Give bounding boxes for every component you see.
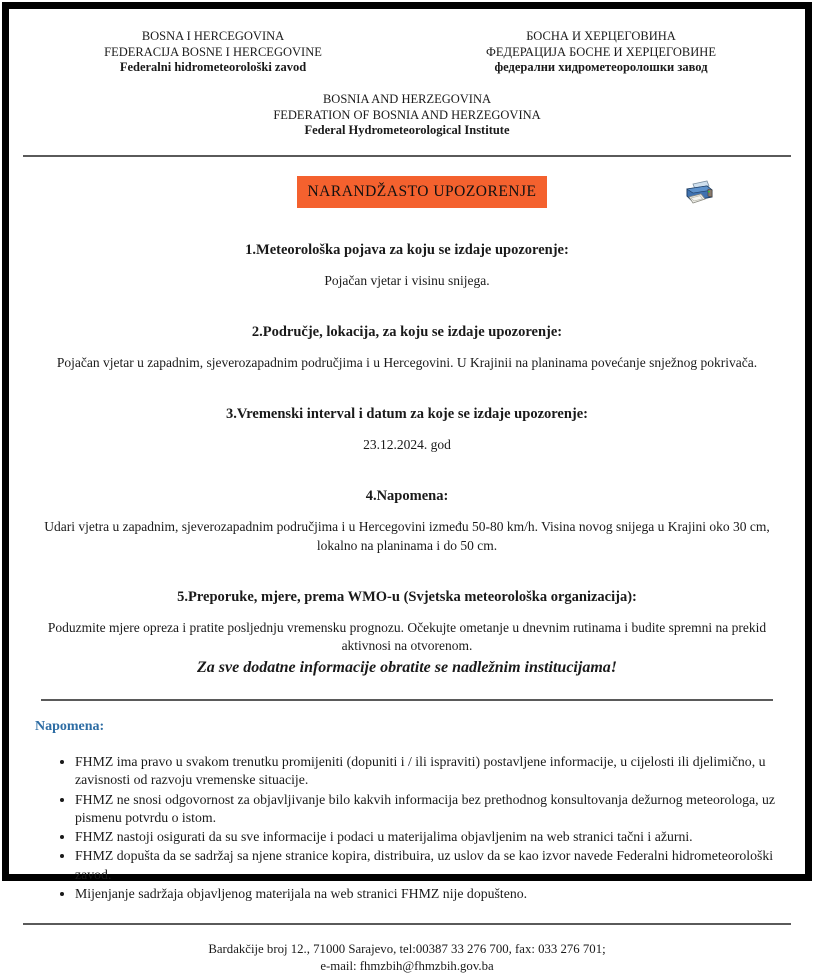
note-block	[35, 719, 779, 903]
section-heading: 2.Područje, lokacija, za koju se izdaje upozorenje:	[251, 323, 563, 340]
section-body: 23.12.2024. god	[363, 437, 451, 453]
header-cyrillic	[407, 29, 795, 76]
note-bullet: • FHMZ ima pravo u svakom trenutku promijeniti (dopuniti i / ili ispraviti) postavljene informacije, u cijelosti ili djelimično, u zavisnosti od razvoju vremenske situacije.	[75, 753, 779, 789]
section-heading: 1.Meteorološka pojava za koju se izdaje upozorenje:	[245, 241, 569, 258]
warning-document	[2, 2, 812, 973]
header	[19, 29, 795, 76]
footer-divider	[23, 923, 791, 925]
banner-row	[19, 176, 795, 210]
header-bosnian	[19, 29, 407, 76]
header-cyrillic-country: БОСНА И ХЕРЦЕГОВИНА	[526, 29, 676, 43]
header-cyrillic-federation: ФЕДЕРАЦИЈА БОСНЕ И ХЕРЦЕГОВИНЕ	[486, 44, 716, 59]
header-cyrillic-institute: федерални хидрометеоролошки завод	[494, 60, 708, 75]
note-title: Napomena:	[35, 719, 105, 735]
footer-email: e-mail: fhmzbih@fhmzbih.gov.ba	[320, 958, 494, 973]
header-english-federation: FEDERATION OF BOSNIA AND HERZEGOVINA	[273, 107, 541, 122]
print-button[interactable]	[683, 177, 715, 207]
header-english	[19, 92, 795, 139]
section-body: Pojačan vjetar u zapadnim, sjeverozapadnim područjima i u Hercegovini. U Krajinii na planinama povećanje snježnog pokrivača.	[56, 354, 758, 370]
section-recommendations	[19, 589, 795, 655]
note-divider	[41, 699, 773, 701]
note-bullet: • FHMZ ne snosi odgovornost za objavljivanje bilo kakvih informacija bez prethodnog konsultovanja dežurnog meteorologa, uz pismenu potvrdu o istom.	[75, 791, 779, 827]
header-english-country: BOSNIA AND HERZEGOVINA	[322, 91, 492, 106]
section-body: Pojačan vjetar i visinu snijega.	[324, 272, 490, 288]
section-heading: 5.Preporuke, mjere, prema WMO-u (Svjetska meteorološka organizacija):	[177, 588, 637, 605]
warning-sections	[19, 242, 795, 678]
note-bullet: • Mijenjanje sadržaja objavljenog materijala na web stranici FHMZ nije dopušteno.	[75, 885, 779, 903]
printer-icon	[683, 195, 715, 210]
contact-institutions-notice: Za sve dodatne informacije obratite se nadležnim institucijama!	[196, 659, 617, 677]
header-bosnian-institute: Federalni hidrometeorološki zavod	[119, 60, 307, 75]
footer-address: Bardakčije broj 12., 71000 Sarajevo, tel:00387 33 276 700, fax: 033 276 701;	[208, 941, 606, 956]
orange-warning-banner: NARANDŽASTO UPOZORENJE	[297, 176, 547, 208]
note-bullet: • FHMZ dopušta da se sadržaj sa njene stranice kopira, distribuira, uz uslov da se kao izvor navede Federalni hidrometeorološki zavod.	[75, 847, 779, 883]
section-remark	[19, 488, 795, 554]
header-bosnian-country: BOSNA I HERCEGOVINA	[141, 29, 285, 43]
section-heading: 3.Vremenski interval i datum za koje se izdaje upozorenje:	[225, 406, 589, 423]
section-body: Udari vjetra u zapadnim, sjeverozapadnim područjima i u Hercegovini između 50-80 km/h. Visina novog snijega u Krajini oko 30 cm, lokalno na planinama i do 50 cm.	[44, 519, 770, 553]
note-bullet: • FHMZ nastoji osigurati da su sve informacije i podaci u materijalima objavljenim na web stranici tačni i ažurni.	[75, 828, 779, 846]
section-heading: 4.Napomena:	[365, 488, 449, 505]
section-area	[19, 324, 795, 372]
header-bosnian-federation: FEDERACIJA BOSNE I HERCEGOVINE	[104, 44, 322, 59]
section-phenomenon	[19, 242, 795, 290]
header-divider	[23, 155, 791, 157]
section-body: Poduzmite mjere opreza i pratite posljednju vremensku prognozu. Očekujte ometanje u dnevnim rutinama i budite spremni na prekid aktivnosi na otvorenom.	[47, 619, 767, 654]
note-bullet-list	[59, 753, 779, 903]
section-interval	[19, 406, 795, 454]
footer	[19, 941, 795, 974]
header-english-institute: Federal Hydrometeorological Institute	[304, 123, 510, 138]
